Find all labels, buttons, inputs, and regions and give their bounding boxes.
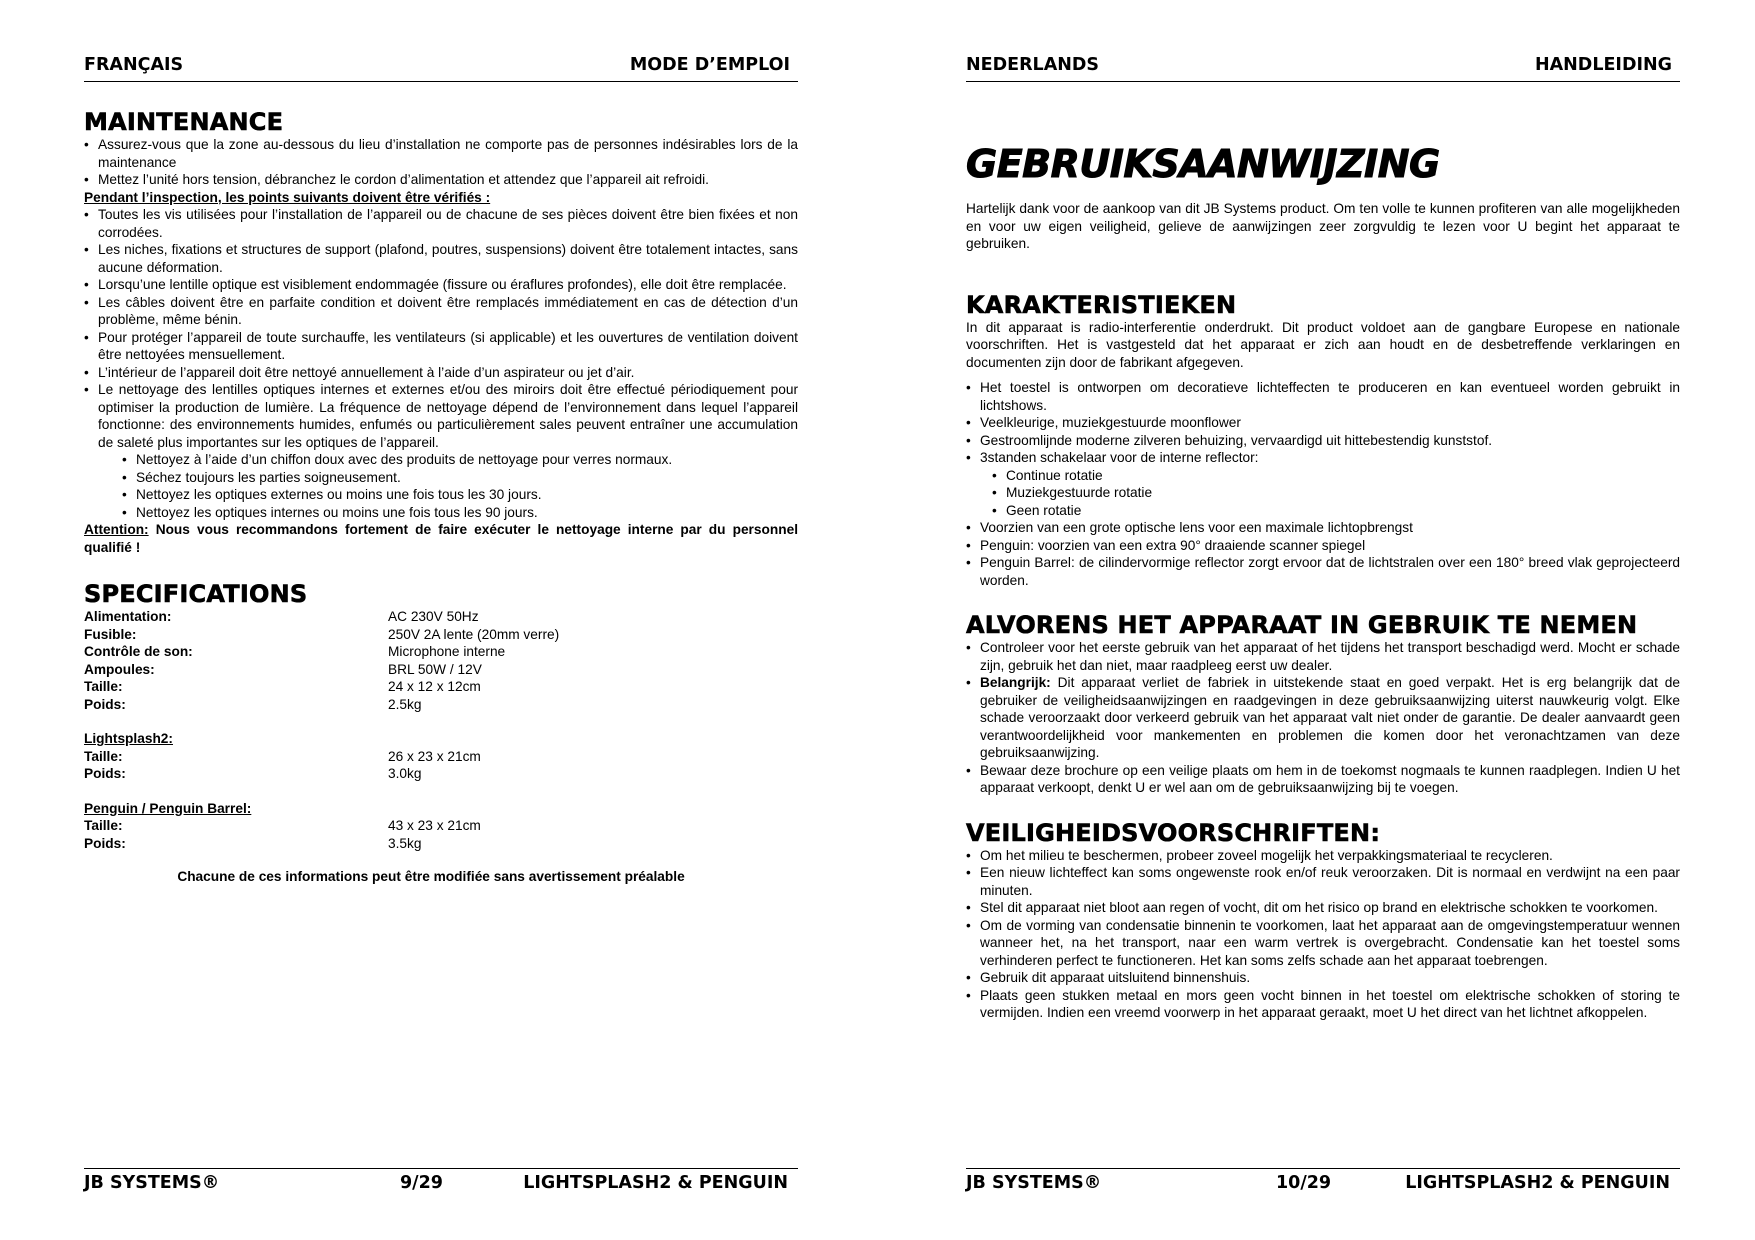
spec-value: 250V 2A lente (20mm verre): [388, 626, 560, 642]
list-item: • Toutes les vis utilisées pour l’installation de l’appareil ou de chacune de ses pièces doivent être bien fixées et non corrodées.: [84, 206, 798, 241]
page-header: [84, 55, 798, 82]
spec-row: [84, 608, 559, 626]
list-item: • L’intérieur de l’appareil doit être nettoyé annuellement à l’aide d’un aspirateur ou jet d’air.: [84, 364, 798, 382]
switch-sublist: [992, 467, 1680, 520]
page-footer: [84, 1168, 798, 1193]
spec-key: Poids:: [84, 766, 126, 781]
footer-brand: JB SYSTEMS®: [84, 1173, 220, 1193]
list-item: • Penguin: voorzien van een extra 90° draaiende scanner spiegel: [966, 537, 1680, 555]
left-content: [84, 108, 798, 886]
page-footer: [966, 1168, 1680, 1193]
list-item: • Penguin Barrel: de cilindervormige reflector zorgt ervoor dat de lichtstralen over een 180° breed vlak geprojecteerd worden.: [966, 554, 1680, 589]
spec-row: [84, 835, 481, 853]
spec-row: [84, 765, 481, 783]
attention-note: [84, 521, 798, 556]
penguin-heading: Penguin / Penguin Barrel:: [84, 800, 252, 816]
spec-key: Taille:: [84, 748, 123, 764]
list-item: • Nettoyez à l’aide d’un chiffon doux avec des produits de nettoyage pour verres normaux.: [122, 451, 798, 469]
list-item: • Assurez-vous que la zone au-dessous du lieu d’installation ne comporte pas de personnes indésirables lors de la maintenance: [84, 136, 798, 171]
spec-value: 2.5kg: [388, 696, 422, 712]
footer-page-number: 10/29: [1276, 1173, 1332, 1193]
footer-page-number: 9/29: [400, 1173, 443, 1193]
spec-row: [84, 696, 559, 714]
spec-key: Taille:: [84, 679, 123, 694]
attention-label: Attention:: [84, 522, 149, 537]
spec-key: Ampoules:: [84, 661, 155, 677]
list-item: • Om het milieu te beschermen, probeer zoveel mogelijk het verpakkingsmateriaal te recycleren.: [966, 847, 1680, 865]
list-item: • Nettoyez les optiques externes ou moins une fois tous les 30 jours.: [122, 486, 798, 504]
inspection-label: Pendant l’inspection, les points suivants doivent être vérifiés :: [84, 189, 491, 205]
page-right: [966, 0, 1680, 1240]
list-item: • Veelkleurige, muziekgestuurde moonflower: [966, 414, 1680, 432]
spec-value: Microphone interne: [388, 644, 506, 659]
spec-value: AC 230V 50Hz: [388, 609, 479, 624]
footer-product: LIGHTSPLASH2 & PENGUIN: [1405, 1173, 1670, 1193]
list-item: • Het toestel is ontworpen om decoratieve lichteffecten te produceren en kan eventueel worden gebruikt in lichtshows.: [966, 379, 1680, 414]
specifications-heading: SPECIFICATIONS: [84, 580, 308, 608]
header-language: NEDERLANDS: [966, 55, 1100, 75]
spec-value: BRL 50W / 12V: [388, 661, 482, 677]
attention-text: Nous vous recommandons fortement de faire exécuter le nettoyage interne par du personnel qualifié !: [84, 522, 798, 555]
spec-key: Fusible:: [84, 626, 137, 642]
list-item: • Gestroomlijnde moderne zilveren behuizing, vervaardigd uit hittebestendig kunststof.: [966, 432, 1680, 450]
list-item: • Séchez toujours les parties soigneusement.: [122, 469, 798, 487]
footer-product: LIGHTSPLASH2 & PENGUIN: [523, 1173, 788, 1193]
maintenance-list: [84, 136, 798, 189]
before-use-list: [966, 639, 1680, 797]
list-item: • Nettoyez les optiques internes ou moins une fois tous les 90 jours.: [122, 504, 798, 522]
list-item: • Pour protéger l’appareil de toute surchauffe, les ventilateurs (si applicable) et les ouvertures de ventilation doivent être nettoyées mensuellement.: [84, 329, 798, 364]
intro-text: Hartelijk dank voor de aankoop van dit JB Systems product. Om ten volle te kunnen profiteren van alle mogelijkheden en voor uw eigen veiligheid, gelieve de aanwijzingen zeer zorgvuldig te lezen voor U begint het apparaat te gebruiken.: [966, 201, 1680, 251]
list-item: • Mettez l’unité hors tension, débranchez le cordon d’alimentation et attendez que l’appareil ait refroidi.: [84, 171, 798, 189]
footer-brand: JB SYSTEMS®: [966, 1173, 1102, 1193]
list-item: • Geen rotatie: [992, 502, 1680, 520]
inspection-list: [84, 206, 798, 451]
important-label: Belangrijk:: [980, 675, 1051, 690]
spec-table-general: [84, 608, 559, 713]
spec-row: [84, 626, 559, 644]
spec-value: 3.0kg: [388, 766, 422, 781]
spec-value: 3.5kg: [388, 835, 422, 851]
header-doc-type: MODE D’EMPLOI: [629, 55, 790, 75]
list-item: • Les niches, fixations et structures de support (plafond, poutres, suspensions) doivent être totalement intactes, sans aucune déformation.: [84, 241, 798, 276]
important-text: Dit apparaat verliet de fabriek in uitstekende staat en goed verpakt. Het is erg belangrijk dat de gebruiker de veiligheidsaanwijzingen en raadgevingen in deze gebruiksaanwijzing uiterst nauwkeurig volgt. Elke schade veroorzaakt door verkeerd gebruik van het apparaat valt niet onder de garantie. De dealer aanvaardt geen verantwoordelijkheid voor mankementen en problemen die komen door het veronachtzamen van deze gebruiksaanwijzing.: [980, 675, 1680, 760]
list-item: • Lorsqu’une lentille optique est visiblement endommagée (fissure ou éraflures profondes), elle doit être remplacée.: [84, 276, 798, 294]
features-list-continued: [966, 519, 1680, 589]
list-item: • Muziekgestuurde rotatie: [992, 484, 1680, 502]
spec-row: [84, 643, 559, 661]
list-item: • Plaats geen stukken metaal en mors geen vocht binnen in het toestel om elektrische schokken of storing te vermijden. Indien een vreemd voorwerp in het apparaat geraakt, moet U het direct van het lichtnet afkoppelen.: [966, 987, 1680, 1022]
list-item: • Gebruik dit apparaat uitsluitend binnenshuis.: [966, 969, 1680, 987]
features-list: [966, 379, 1680, 467]
list-item: • Controleer voor het eerste gebruik van het apparaat of het tijdens het transport beschadigd werd. Mocht er schade zijn, gebruik het dan niet, maar raadpleeg eerst uw dealer.: [966, 639, 1680, 674]
spec-key: Alimentation:: [84, 609, 172, 624]
list-item: • Continue rotatie: [992, 467, 1680, 485]
spec-key: Taille:: [84, 818, 123, 833]
list-item: • Stel dit apparaat niet bloot aan regen of vocht, dit om het risico op brand en elektrische schokken te voorkomen.: [966, 899, 1680, 917]
list-item: [966, 674, 1680, 762]
spec-key: Poids:: [84, 696, 126, 712]
features-heading: KARAKTERISTIEKEN: [966, 290, 1237, 319]
list-item: • Voorzien van een grote optische lens voor een maximale lichtopbrengst: [966, 519, 1680, 537]
spec-row: [84, 661, 559, 679]
header-language: FRANÇAIS: [84, 55, 184, 75]
page-title: GEBRUIKSAANWIJZING: [966, 142, 1440, 186]
spec-row: [84, 748, 481, 766]
features-intro: In dit apparaat is radio-interferentie onderdrukt. Dit product voldoet aan de gangbare Europese en nationale voorschriften. Het is vastgesteld dat het apparaat er zich aan houdt en de desbetreffende verklaringen en documenten zijn door de fabrikant afgegeven.: [966, 319, 1680, 370]
list-item: • Le nettoyage des lentilles optiques internes et externes et/ou des miroirs doit être effectué périodiquement pour optimiser la production de lumière. La fréquence de nettoyage dépend de l’environnement dans lequel l’appareil fonctionne: des environnements humides, enfumés ou particulièrement sales peuvent entraîner une accumulation de saleté plus importantes sur les optiques de l’appareil.: [84, 381, 798, 451]
spec-table-penguin: [84, 817, 481, 852]
list-item: • Les câbles doivent être en parfaite condition et doivent être remplacés immédiatement en cas de détection d’un problème, même bénin.: [84, 294, 798, 329]
list-item: • Bewaar deze brochure op een veilige plaats om hem in de toekomst nogmaals te kunnen raadplegen. Indien U het apparaat verkoopt, denkt U er wel aan om de gebruiksaanwijzing bij te voegen.: [966, 762, 1680, 797]
page-left: [84, 0, 798, 1240]
spec-value: 24 x 12 x 12cm: [388, 679, 481, 694]
safety-heading: VEILIGHEIDSVOORSCHRIFTEN:: [966, 818, 1381, 847]
spec-row: [84, 678, 559, 696]
list-item: • 3standen schakelaar voor de interne reflector:: [966, 449, 1680, 467]
spec-key: Contrôle de son:: [84, 644, 193, 659]
spec-table-lightsplash: [84, 748, 481, 783]
spec-value: 26 x 23 x 21cm: [388, 748, 481, 764]
right-content: [966, 142, 1680, 1022]
cleaning-sublist: [122, 451, 798, 521]
header-doc-type: HANDLEIDING: [1534, 55, 1672, 75]
spec-value: 43 x 23 x 21cm: [388, 818, 481, 833]
maintenance-heading: MAINTENANCE: [84, 108, 284, 136]
list-item: • Een nieuw lichteffect kan soms ongewenste rook en/of reuk veroorzaken. Dit is normaal en verdwijnt na een paar minuten.: [966, 864, 1680, 899]
safety-list: [966, 847, 1680, 1022]
spec-key: Poids:: [84, 835, 126, 851]
page-header: [966, 55, 1680, 82]
lightsplash-heading: Lightsplash2:: [84, 731, 173, 746]
list-item: • Om de vorming van condensatie binnenin te voorkomen, laat het apparaat aan de omgevingstemperatuur wennen wanneer het, na het transport, naar een warm vertrek is overgebracht. Condensatie kan het toestel soms verhinderen perfect te functioneren. Het kan soms zelfs schade aan het apparaat toebrengen.: [966, 917, 1680, 970]
spec-disclaimer: Chacune de ces informations peut être modifiée sans avertissement préalable: [177, 869, 685, 884]
spec-row: [84, 817, 481, 835]
before-use-heading: ALVORENS HET APPARAAT IN GEBRUIK TE NEMEN: [966, 611, 1638, 639]
